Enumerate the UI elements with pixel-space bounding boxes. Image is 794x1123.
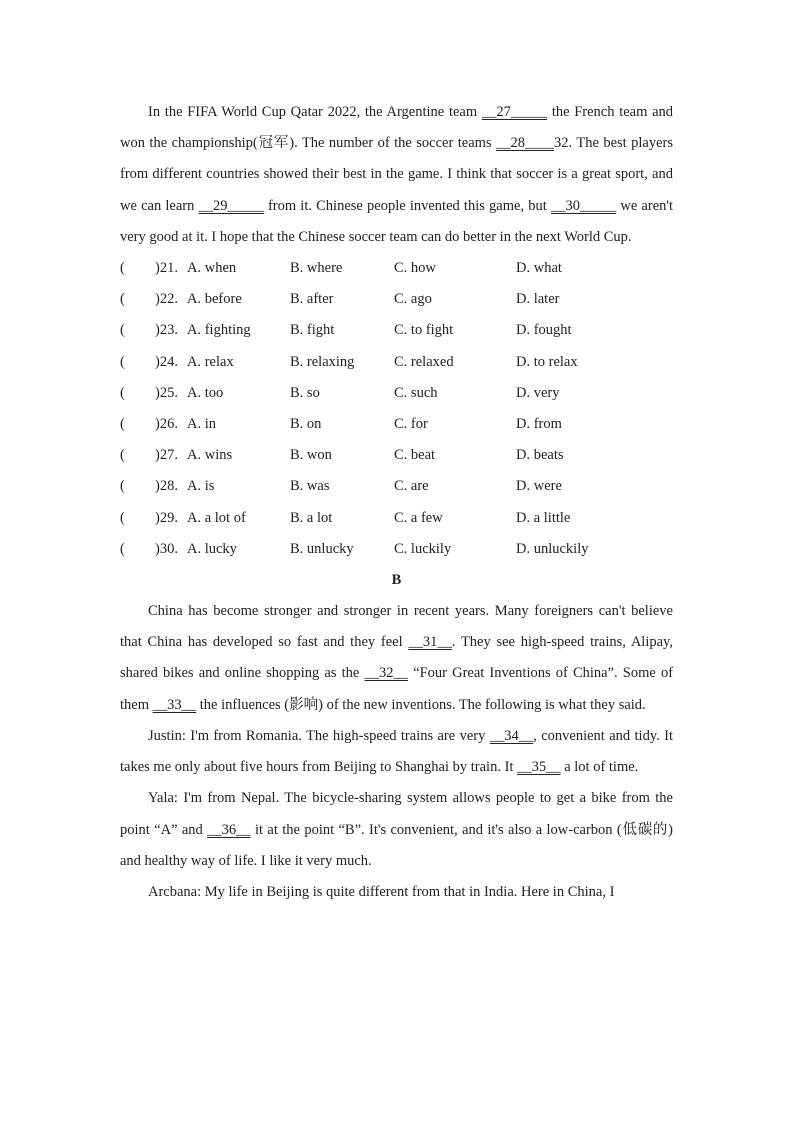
option-b: B. relaxing	[290, 353, 355, 370]
text: from it. Chinese people invented this game, but	[267, 197, 547, 214]
option-d: D. a little	[516, 509, 571, 526]
answer-paren[interactable]: (	[120, 509, 125, 526]
answer-paren[interactable]: (	[120, 291, 125, 308]
answer-paren[interactable]: (	[120, 478, 125, 495]
question-row	[120, 503, 673, 534]
chinese-gloss: 影响	[289, 696, 319, 713]
answer-paren[interactable]: (	[120, 415, 125, 432]
option-d: D. fought	[516, 322, 572, 339]
option-a: A. fighting	[187, 322, 251, 339]
option-c: C. ago	[394, 291, 432, 308]
option-c: C. how	[394, 260, 436, 277]
question-number: )23.	[155, 322, 178, 339]
option-b: B. where	[290, 260, 343, 277]
exam-content	[120, 97, 673, 908]
option-d: D. later	[516, 291, 560, 308]
text: . They see high-speed trains, Alipay, shared bikes and online shopping as the	[120, 634, 673, 682]
text: In the FIFA World Cup Qatar 2022, the Argentine team	[148, 104, 478, 120]
text: ) of the new inventions. The following is what they said.	[318, 696, 646, 713]
text: the influences (	[199, 696, 290, 713]
option-b: B. was	[290, 478, 330, 495]
question-row	[120, 440, 673, 471]
blank-27: __27_____	[481, 104, 548, 120]
option-b: B. a lot	[290, 509, 333, 526]
blank-36: __36__	[207, 821, 251, 838]
question-number: )30.	[155, 540, 178, 557]
question-row	[120, 378, 673, 409]
option-b: B. unlucky	[290, 540, 354, 557]
question-number: )26.	[155, 415, 178, 432]
question-row	[120, 409, 673, 440]
text: Yala: I'm from Nepal. The bicycle-sharing system allows people to get a bike from the point “A” and	[120, 790, 673, 838]
blank-30: __30_____	[550, 197, 617, 214]
text: we aren't very good at it. I hope that the Chinese soccer team can do better in the next World Cup.	[120, 197, 674, 245]
answer-paren[interactable]: (	[120, 384, 125, 401]
option-b: B. on	[290, 415, 322, 432]
text: it at the point “B”. It's convenient, and it's also a low-carbon (	[255, 821, 622, 838]
option-d: D. what	[516, 260, 562, 277]
question-number: )24.	[155, 353, 178, 370]
option-a: A. before	[187, 291, 242, 308]
chinese-gloss: 低碳的	[621, 821, 669, 838]
option-d: D. were	[516, 478, 562, 495]
option-a: A. a lot of	[187, 509, 246, 526]
option-c: C. such	[394, 384, 438, 401]
question-number: )28.	[155, 478, 178, 495]
answer-paren[interactable]: (	[120, 322, 125, 339]
answer-paren[interactable]: (	[120, 540, 125, 557]
option-a: A. lucky	[187, 540, 237, 557]
blank-34: __34__	[489, 727, 534, 744]
option-b: B. after	[290, 291, 334, 308]
blank-29: __29_____	[198, 197, 264, 214]
question-row	[120, 315, 673, 346]
option-d: D. to relax	[516, 353, 578, 370]
blank-33: __33__	[152, 696, 197, 713]
text: ). The number of the soccer teams	[289, 135, 492, 152]
passage-b-paragraph-3	[120, 783, 673, 877]
text: ) and healthy way of life. I like it very much.	[120, 821, 673, 869]
option-d: D. very	[516, 384, 560, 401]
text: Justin: I'm from Romania. The high-speed trains are very	[148, 727, 486, 744]
question-number: )27.	[155, 447, 178, 464]
question-row	[120, 284, 673, 315]
passage-a-paragraph	[120, 97, 673, 253]
option-c: C. relaxed	[394, 353, 454, 370]
option-c: C. are	[394, 478, 429, 495]
option-a: A. wins	[187, 447, 233, 464]
text: China has become stronger and stronger in recent years. Many foreigners can't believe that China has developed so fast and they feel	[120, 603, 673, 651]
text: , convenient and tidy. It takes me only about five hours from Beijing to Shanghai by train. It	[120, 727, 673, 776]
answer-paren[interactable]: (	[120, 353, 125, 370]
question-number: )21.	[155, 260, 178, 277]
question-number: )22.	[155, 291, 178, 308]
chinese-gloss: 冠军	[257, 135, 290, 152]
question-options	[120, 253, 673, 565]
option-c: C. a few	[394, 509, 443, 526]
question-row	[120, 471, 673, 502]
passage-b-paragraph-1	[120, 596, 673, 721]
option-c: C. for	[394, 415, 428, 432]
option-a: A. too	[187, 384, 224, 401]
text: a lot of time.	[564, 759, 639, 776]
option-b: B. fight	[290, 322, 335, 339]
option-c: C. to fight	[394, 322, 454, 339]
option-d: D. from	[516, 415, 562, 432]
passage-b-paragraph-2	[120, 721, 673, 783]
option-a: A. when	[187, 260, 237, 277]
answer-paren[interactable]: (	[120, 447, 125, 464]
option-c: C. luckily	[394, 540, 452, 557]
question-number: )25.	[155, 384, 178, 401]
option-c: C. beat	[394, 447, 436, 464]
question-number: )29.	[155, 509, 178, 526]
blank-35: __35__	[517, 759, 561, 776]
option-d: D. unluckily	[516, 540, 589, 557]
question-row	[120, 347, 673, 378]
option-b: B. won	[290, 447, 332, 464]
question-row	[120, 534, 673, 565]
blank-31: __31__	[408, 634, 452, 651]
option-a: A. in	[187, 415, 216, 432]
option-a: A. is	[187, 478, 215, 495]
text: Arcbana: My life in Beijing is quite different from that in India. Here in China, I	[148, 883, 615, 900]
question-row	[120, 253, 673, 284]
text: the French team and won the championship(	[120, 104, 674, 152]
blank-32: __32__	[364, 665, 408, 682]
passage-b-paragraph-4	[120, 877, 673, 908]
answer-paren[interactable]: (	[120, 260, 125, 277]
text: 32. The best players from different countries showed their best in the game. I think that soccer is a great sport, and we can learn	[120, 135, 674, 214]
option-d: D. beats	[516, 447, 564, 464]
section-title: B	[391, 571, 402, 588]
blank-28: __28____	[496, 135, 555, 152]
option-b: B. so	[290, 384, 320, 401]
text: “Four Great Inventions of China”. Some of them	[120, 665, 674, 713]
option-a: A. relax	[187, 353, 234, 370]
